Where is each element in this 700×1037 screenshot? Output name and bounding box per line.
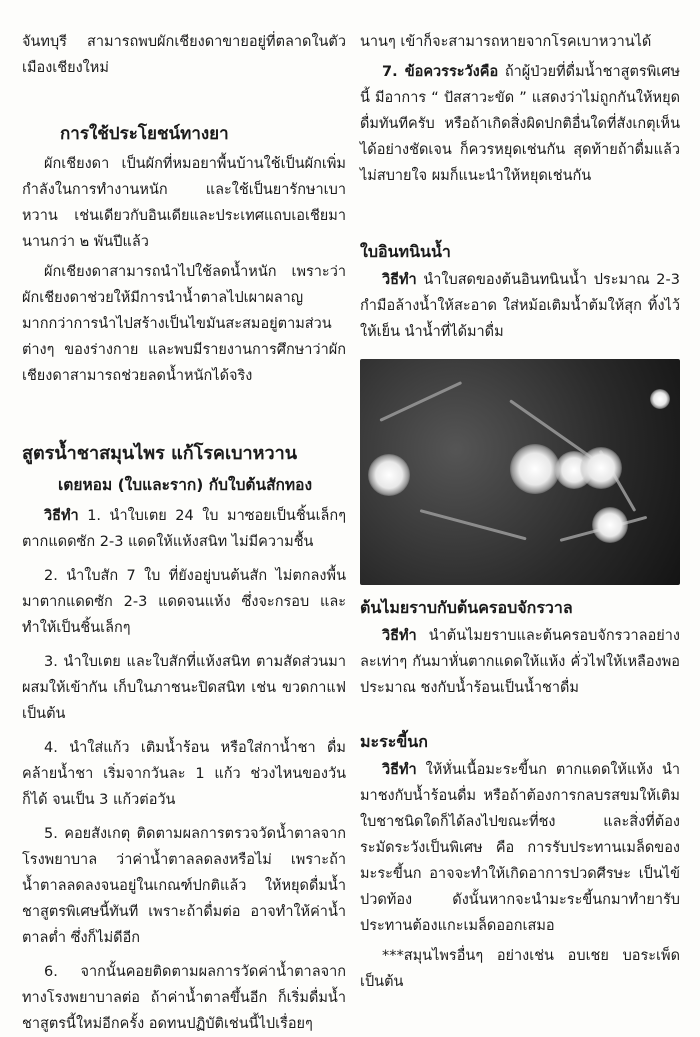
mimosa-text: นำต้นไมยราบและต้นครอบจักรวาลอย่างละเท่าๆ กันมาหั่นตากแดดให้แห้ง คั่วไฟให้เหลืองพอประมาณ ชงกับน้ำร้อนเป็นน้ำชาดื่ม — [360, 628, 680, 696]
left-column — [22, 0, 346, 1037]
caution-label: 7. ข้อควรระวังคือ — [382, 64, 499, 80]
method-label: วิธีทำ — [382, 762, 417, 778]
intro-paragraph: จันทบุรี สามารถพบผักเชียงดาขายอยู่ที่ตลาดในตัวเมืองเชียงใหม่ — [22, 34, 346, 76]
recipe-step-2: 2. นำใบสัก 7 ใบ ที่ยังอยู่บนต้นสัก ไม่ตกลงพื้น มาตากแดดซัก 2-3 แดดจนแห้ง ซึ่งจะกรอบ และทำให้เป็นชิ้นเล็กๆ — [22, 568, 346, 636]
method-label: วิธีทำ — [382, 272, 417, 288]
bitter-gourd-text: ให้หั่นเนื้อมะระขี้นก ตากแดดให้แห้ง นำมาชงกับน้ำร้อนดื่ม หรือถ้าต้องการกลบรสขมให้เติมใบชาชนิดใดก็ได้ลงไปขณะที่ชง และสิ่งที่ต้องระมัดระวังเป็นพิเศษ คือ การรับประทานเมล็ดของมะระขี้นก อาจจะทำให้เกิดอาการปวดศีรษะ เป็นไข้ปวดท้อง ดังนั้นหากจะนำมะระขี้นกมาทำยารับประทานต้องแกะเมล็ดออกเสมอ — [360, 762, 680, 934]
bitter-gourd-paragraph — [360, 757, 680, 939]
heading-mimosa: ต้นไมยราบกับต้นครอบจักรวาล — [360, 598, 573, 617]
step-1-text: 1. นำใบเตย 24 ใบ มาซอยเป็นชิ้นเล็กๆ ตากแดดซัก 2-3 แดดให้แห้งสนิท ไม่มีความชื้น — [22, 508, 346, 550]
method-label: วิธีทำ — [382, 628, 417, 644]
mimosa-flower-photo — [360, 359, 680, 585]
recipe-step-3: 3. นำใบเตย และใบสักที่แห้งสนิท ตามสัดส่วนมาผสมให้เข้ากัน เก็บในภาชนะปิดสนิท เช่น ขวดกาแฟ เป็นต้น — [22, 654, 346, 722]
heading-herbal-tea-recipe: สูตรน้ำชาสมุนไพร แก้โรคเบาหวาน — [22, 443, 298, 464]
recipe-step-1 — [22, 503, 346, 555]
medicinal-paragraph-1: ผักเชียงดา เป็นผักที่หมอยาพื้นบ้านใช้เป็นผักเพิ่มกำลังในการทำงานหนัก และใช้เป็นยารักษาเบาหวาน เช่นเดียวกับอินเดียและประเทศแถบเอเชียมานานกว่า ๒ พันปีแล้ว — [22, 156, 346, 250]
mimosa-paragraph — [360, 623, 680, 701]
recipe-step-4: 4. นำใส่แก้ว เติมน้ำร้อน หรือใส่กาน้ำชา ดื่มคล้ายน้ำชา เริ่มจากวันละ 1 แก้ว ช่วงไหนของวันก็ได้ จนเป็น 3 แก้วต่อวัน — [22, 740, 346, 808]
recipe-step-6: 6. จากนั้นคอยติดตามผลการวัดค่าน้ำตาลจากทางโรงพยาบาลต่อ ถ้าค่าน้ำตาลขึ้นอีก ก็เริ่มดื่มน้ำชาสูตรนี้ใหม่อีกครั้ง อดทนปฏิบัติเช่นนี้ไปเรื่อยๆ — [22, 964, 346, 1032]
heading-medicinal-use: การใช้ประโยชน์ทางยา — [60, 124, 229, 144]
recipe-step-5: 5. คอยสังเกตุ ติดตามผลการตรวจวัดน้ำตาลจากโรงพยาบาล ว่าค่าน้ำตาลลดลงหรือไม่ เพราะถ้าน้ำตาลลดลงจนอยู่ในเกณฑ์ปกติแล้ว ให้หยุดดื่มน้ำชาสูตรพิเศษนี้ทันที เพราะถ้าดื่มต่อ อาจทำให้ค่าน้ำตาลต่ำ ซึ่งก็ไม่ดีอีก — [22, 826, 346, 946]
footnote: ***สมุนไพรอื่นๆ อย่างเช่น อบเชย บอระเพ็ดเป็นต้น — [360, 948, 680, 990]
recipe-subheading: เตยหอม (ใบและราก) กับใบต้นสักทอง — [58, 476, 313, 494]
caution-paragraph — [360, 59, 680, 189]
caution-text: ถ้าผู้ป่วยที่ดื่มน้ำชาสูตรพิเศษนี้ มีอาการ “ ปัสสาวะขัด ” แสดงว่าไม่ถูกกันให้หยุดดื่มทันทีครับ หรือถ้าเกิดสิ่งผิดปกติอื่นใดที่สังเกตุเห็นได้อย่างชัดเจน ก็ควรหยุดเช่นกัน สุดท้ายถ้าดื่มแล้วไม่สบายใจ ผมก็แนะนำให้หยุดเช่นกัน — [360, 64, 680, 184]
inthanin-paragraph — [360, 267, 680, 345]
inthanin-text: นำใบสดของต้นอินทนินน้ำ ประมาณ 2-3 กำมือล้างน้ำให้สะอาด ใส่หม้อเติมน้ำต้มให้สุก ทิ้งไว้ให้เย็น นำน้ำที่ได้มาดื่ม — [360, 272, 680, 340]
right-column — [360, 0, 680, 995]
method-label: วิธีทำ — [44, 508, 79, 524]
heading-inthanin-leaf: ใบอินทนินน้ำ — [360, 242, 451, 261]
medicinal-paragraph-2: ผักเชียงดาสามารถนำไปใช้ลดน้ำหนัก เพราะว่าผักเชียงดาช่วยให้มีการนำน้ำตาลไปเผาผลาญมากกว่าการนำไปสร้างเป็นไขมันสะสมอยู่ตามส่วนต่างๆ ของร่างกาย และพบมีรายงานการศึกษาว่าผักเชียงดาสามารถช่วยลดน้ำหนักได้จริง — [22, 264, 346, 384]
continued-paragraph: นานๆ เข้าก็จะสามารถหายจากโรคเบาหวานได้ — [360, 34, 652, 50]
heading-bitter-gourd: มะระขี้นก — [360, 732, 428, 751]
